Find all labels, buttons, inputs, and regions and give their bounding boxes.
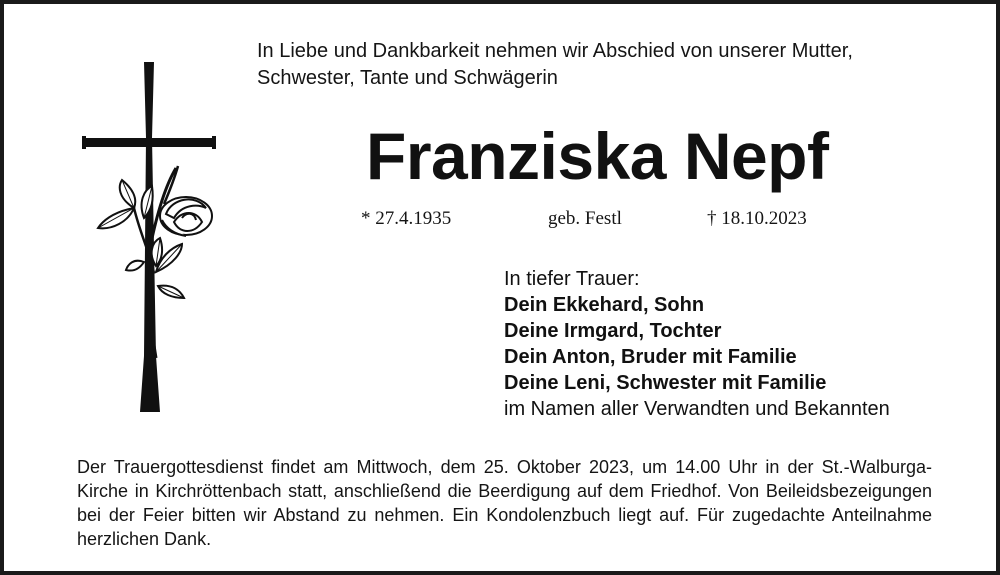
- intro-line-2: Schwester, Tante und Schwägerin: [257, 67, 558, 89]
- service-announcement: Der Trauergottesdienst findet am Mittwoch, dem 25. Oktober 2023, um 14.00 Uhr in der St.-Walburga-Kirche in Kirchröttenbach statt, anschließend die Beerdigung auf dem Friedhof. Von Beileidsbezeigungen bei der Feier bitten wir Abstand zu nehmen. Ein Kondolenzbuch liegt auf. Für zugedachte Anteilnahme herzlichen Dank.: [77, 457, 932, 549]
- mourner-name: Deine Leni, Schwester mit Familie: [504, 372, 827, 394]
- mourners-block: [504, 266, 890, 422]
- death-date: † 18.10.2023: [707, 208, 807, 229]
- cross-with-rose-icon: [78, 58, 220, 416]
- intro-line-1: In Liebe und Dankbarkeit nehmen wir Abschied von unserer Mutter,: [257, 40, 853, 62]
- mourners-closing: im Namen aller Verwandten und Bekannten: [504, 398, 890, 420]
- maiden-name: geb. Festl: [548, 208, 622, 229]
- mourner-name: Deine Irmgard, Tochter: [504, 320, 722, 342]
- deceased-name: Franziska Nepf: [366, 119, 829, 193]
- birth-date: * 27.4.1935: [361, 208, 452, 229]
- mourners-heading: In tiefer Trauer:: [504, 268, 640, 290]
- mourner-name: Dein Ekkehard, Sohn: [504, 294, 705, 316]
- mourner-name: Dein Anton, Bruder mit Familie: [504, 346, 797, 368]
- intro-text: [257, 38, 853, 92]
